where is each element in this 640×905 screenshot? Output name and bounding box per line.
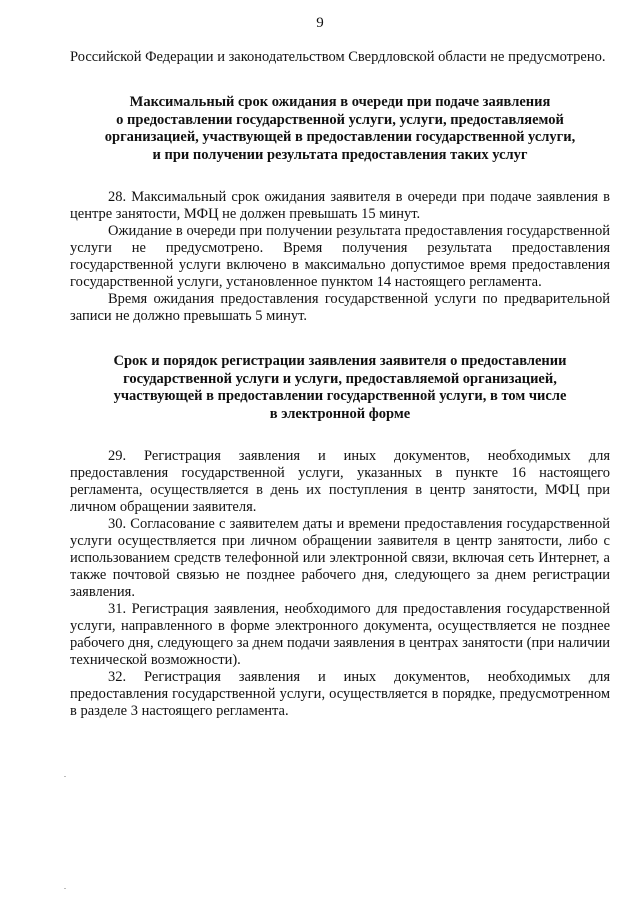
scan-speck	[64, 888, 66, 889]
page-number: 9	[316, 15, 324, 31]
heading-line: в электронной форме	[269, 405, 411, 422]
heading-line: организацией, участвующей в предоставлении государственной услуги,	[104, 129, 576, 145]
paragraph-31: 31. Регистрация заявления, необходимого для предоставления государственной услуги, направленного в форме электронного документа, осуществляется не позднее рабочего дня, следующего за днем подачи заявления в центрах занятости (при наличии технической возможности).	[70, 601, 610, 668]
heading-line: и при получении результата предоставления таких услуг	[152, 146, 528, 163]
paragraph-appointment-waiting: Время ожидания предоставления государственной услуги по предварительной записи не должно превышать 5 минут.	[70, 291, 610, 324]
scan-speck	[64, 776, 66, 777]
section-heading-registration	[70, 353, 610, 423]
paragraph-28: 28. Максимальный срок ожидания заявителя в очереди при подаче заявления в центре занятости, МФЦ не должен превышать 15 минут.	[70, 189, 610, 222]
paragraph-30: 30. Согласование с заявителем даты и времени предоставления государственной услуги осуществляется при личном обращении заявителя в центр занятости, либо с использованием средств телефонной или электронной связи, включая сеть Интернет, а также почтовой связью не позднее рабочего дня, следующего за днем регистрации заявления.	[70, 516, 610, 600]
section-heading-max-waiting-time	[70, 94, 610, 164]
document-body	[70, 49, 610, 720]
paragraph-continuation: Российской Федерации и законодательством Свердловской области не предусмотрено.	[70, 49, 606, 65]
heading-line: государственной услуги и услуги, предоставляемой организацией,	[123, 370, 557, 387]
heading-line: участвующей в предоставлении государственной услуги, в том числе	[113, 388, 567, 404]
paragraph-29: 29. Регистрация заявления и иных документов, необходимых для предоставления государственной услуги, указанных в пункте 16 настоящего регламента, осуществляется в день их поступления в центр занятости, МФЦ при личном обращении заявителя.	[70, 448, 610, 515]
paragraph-result-waiting: Ожидание в очереди при получении результата предоставления государственной услуги не предусмотрено. Время получения результата предоставления государственной услуги включено в максимально допустимое время предоставления государственной услуги, установленное пунктом 14 настоящего регламента.	[70, 223, 610, 290]
heading-line: о предоставлении государственной услуги, услуги, предоставляемой	[116, 111, 564, 128]
heading-line: Срок и порядок регистрации заявления заявителя о предоставлении	[113, 353, 567, 369]
heading-line: Максимальный срок ожидания в очереди при подаче заявления	[129, 94, 551, 110]
paragraph-32: 32. Регистрация заявления и иных документов, необходимых для предоставления государственной услуги, осуществляется в порядке, предусмотренном в разделе 3 настоящего регламента.	[70, 669, 610, 719]
